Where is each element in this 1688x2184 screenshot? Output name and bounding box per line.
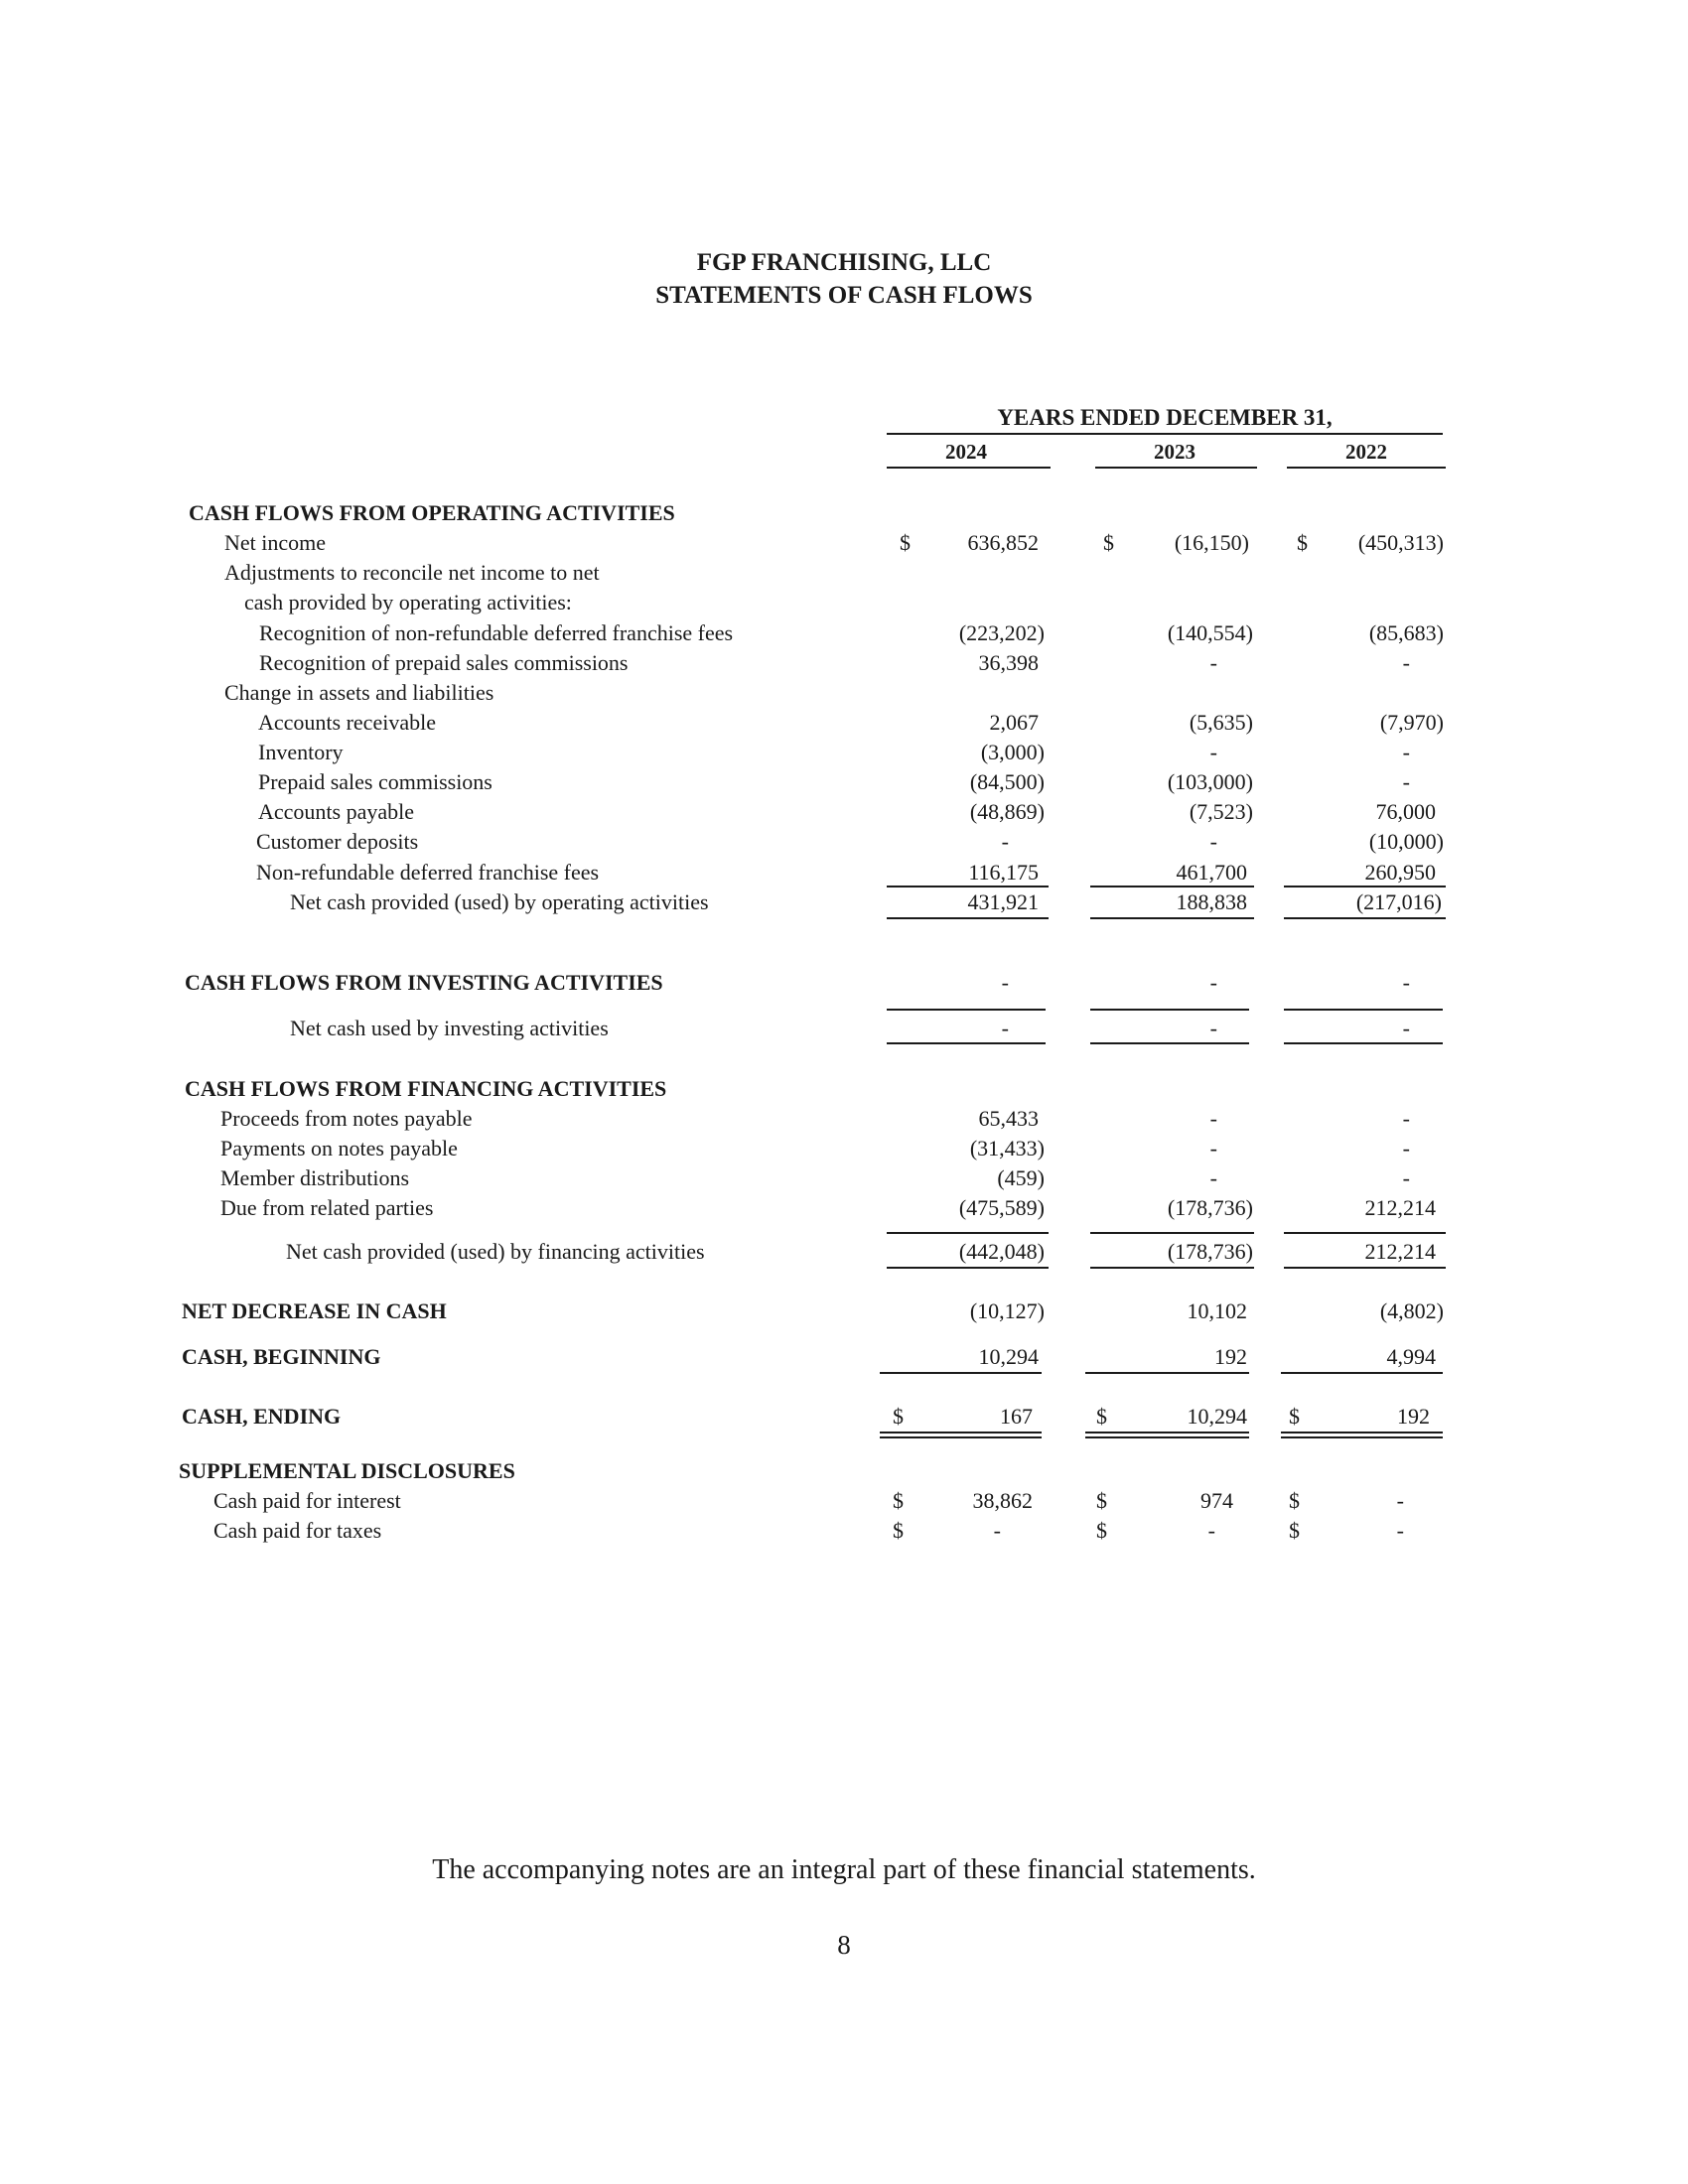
currency-symbol: $ — [1096, 1518, 1107, 1543]
inventory-label: Inventory — [258, 740, 344, 764]
net-income-label: Net income — [224, 530, 327, 555]
net-investing-2022: - — [1402, 1016, 1410, 1040]
deferred-fees-label: Non-refundable deferred franchise fees — [256, 860, 600, 885]
inventory-2022: - — [1402, 740, 1410, 764]
taxes-2022: - — [1396, 1518, 1404, 1543]
currency-symbol: $ — [900, 530, 911, 555]
payments-2024: (31,433) — [969, 1136, 1045, 1160]
customer-deposits-2023: - — [1209, 829, 1217, 854]
recognition-commissions-2022: - — [1402, 650, 1410, 675]
page-number: 8 — [837, 1930, 851, 1960]
accounts-receivable-label: Accounts receivable — [258, 710, 436, 735]
deferred-fees-2023: 461,700 — [1176, 860, 1247, 885]
cash-ending-label: CASH, ENDING — [182, 1404, 342, 1429]
recognition-commissions-2024: 36,398 — [978, 650, 1039, 675]
net-financing-2024: (442,048) — [958, 1239, 1045, 1264]
related-parties-2024: (475,589) — [958, 1195, 1045, 1220]
distributions-2023: - — [1209, 1165, 1217, 1190]
proceeds-label: Proceeds from notes payable — [220, 1106, 473, 1131]
proceeds-2024: 65,433 — [978, 1106, 1039, 1131]
net-decrease-label: NET DECREASE IN CASH — [182, 1298, 447, 1323]
currency-symbol: $ — [1289, 1518, 1300, 1543]
inventory-2024: (3,000) — [980, 740, 1045, 764]
cash-ending-2022: 192 — [1397, 1404, 1430, 1429]
change-label: Change in assets and liabilities — [224, 680, 494, 705]
currency-symbol: $ — [1289, 1404, 1300, 1429]
net-income-2022: (450,313) — [1357, 530, 1444, 555]
adjustments-label-cont: cash provided by operating activities: — [244, 590, 572, 614]
financing-heading: CASH FLOWS FROM FINANCING ACTIVITIES — [185, 1076, 667, 1101]
currency-symbol: $ — [893, 1404, 904, 1429]
net-financing-2023: (178,736) — [1167, 1239, 1253, 1264]
currency-symbol: $ — [893, 1488, 904, 1513]
distributions-label: Member distributions — [220, 1165, 410, 1190]
net-financing-2022: 212,214 — [1364, 1239, 1436, 1264]
accounts-payable-2024: (48,869) — [969, 799, 1045, 824]
net-income-2024: 636,852 — [967, 530, 1039, 555]
currency-symbol: $ — [1297, 530, 1308, 555]
recognition-fees-2022: (85,683) — [1368, 620, 1444, 645]
currency-symbol: $ — [1096, 1404, 1107, 1429]
related-parties-label: Due from related parties — [220, 1195, 434, 1220]
distributions-2024: (459) — [997, 1165, 1045, 1190]
year-2024: 2024 — [945, 440, 987, 464]
investing-heading-2022: - — [1402, 970, 1410, 995]
related-parties-2023: (178,736) — [1167, 1195, 1253, 1220]
net-investing-2023: - — [1209, 1016, 1217, 1040]
period-header: YEARS ENDED DECEMBER 31, — [997, 405, 1333, 430]
supplemental-heading: SUPPLEMENTAL DISCLOSURES — [179, 1458, 515, 1483]
taxes-2024: - — [993, 1518, 1001, 1543]
deferred-fees-2024: 116,175 — [968, 860, 1039, 885]
recognition-fees-2024: (223,202) — [958, 620, 1045, 645]
distributions-2022: - — [1402, 1165, 1410, 1190]
currency-symbol: $ — [893, 1518, 904, 1543]
inventory-2023: - — [1209, 740, 1217, 764]
prepaid-commissions-label: Prepaid sales commissions — [258, 769, 492, 794]
prepaid-commissions-2022: - — [1402, 769, 1410, 794]
recognition-fees-2023: (140,554) — [1167, 620, 1253, 645]
related-parties-2022: 212,214 — [1364, 1195, 1436, 1220]
cash-ending-2024: 167 — [1000, 1404, 1033, 1429]
customer-deposits-2022: (10,000) — [1368, 829, 1444, 854]
net-decrease-2024: (10,127) — [969, 1298, 1045, 1323]
deferred-fees-2022: 260,950 — [1364, 860, 1436, 885]
cash-ending-2023: 10,294 — [1187, 1404, 1247, 1429]
accounts-payable-2022: 76,000 — [1375, 799, 1436, 824]
proceeds-2023: - — [1209, 1106, 1217, 1131]
recognition-fees-label: Recognition of non-refundable deferred franchise fees — [259, 620, 734, 645]
net-operating-2023: 188,838 — [1176, 889, 1247, 914]
currency-symbol: $ — [1289, 1488, 1300, 1513]
recognition-commissions-2023: - — [1209, 650, 1217, 675]
investing-heading: CASH FLOWS FROM INVESTING ACTIVITIES — [185, 970, 663, 995]
statement-title: STATEMENTS OF CASH FLOWS — [655, 282, 1033, 309]
cash-beginning-label: CASH, BEGINNING — [182, 1344, 381, 1369]
payments-2023: - — [1209, 1136, 1217, 1160]
prepaid-commissions-2023: (103,000) — [1167, 769, 1253, 794]
year-2023: 2023 — [1154, 440, 1196, 464]
prepaid-commissions-2024: (84,500) — [969, 769, 1045, 794]
net-decrease-2023: 10,102 — [1187, 1298, 1247, 1323]
company-name: FGP FRANCHISING, LLC — [696, 249, 992, 276]
taxes-2023: - — [1207, 1518, 1215, 1543]
interest-2023: 974 — [1200, 1488, 1233, 1513]
year-2022: 2022 — [1345, 440, 1387, 464]
payments-label: Payments on notes payable — [220, 1136, 458, 1160]
interest-2022: - — [1396, 1488, 1404, 1513]
customer-deposits-2024: - — [1001, 829, 1009, 854]
net-operating-2022: (217,016) — [1355, 889, 1442, 914]
operating-heading: CASH FLOWS FROM OPERATING ACTIVITIES — [189, 500, 675, 525]
cash-beginning-2023: 192 — [1214, 1344, 1247, 1369]
customer-deposits-label: Customer deposits — [256, 829, 419, 854]
net-investing-2024: - — [1001, 1016, 1009, 1040]
interest-2024: 38,862 — [972, 1488, 1033, 1513]
investing-heading-2024: - — [1001, 970, 1009, 995]
accounts-receivable-2024: 2,067 — [989, 710, 1039, 735]
taxes-label: Cash paid for taxes — [213, 1518, 382, 1543]
proceeds-2022: - — [1402, 1106, 1410, 1131]
interest-label: Cash paid for interest — [213, 1488, 401, 1513]
currency-symbol: $ — [1096, 1488, 1107, 1513]
accounts-payable-2023: (7,523) — [1189, 799, 1253, 824]
cash-beginning-2022: 4,994 — [1386, 1344, 1436, 1369]
net-decrease-2022: (4,802) — [1379, 1298, 1444, 1323]
investing-heading-2023: - — [1209, 970, 1217, 995]
footer-note: The accompanying notes are an integral part of these financial statements. — [432, 1854, 1256, 1885]
cash-beginning-2024: 10,294 — [978, 1344, 1039, 1369]
payments-2022: - — [1402, 1136, 1410, 1160]
accounts-receivable-2023: (5,635) — [1189, 710, 1253, 735]
net-operating-label: Net cash provided (used) by operating activities — [290, 889, 709, 914]
accounts-payable-label: Accounts payable — [258, 799, 414, 824]
currency-symbol: $ — [1103, 530, 1114, 555]
net-investing-label: Net cash used by investing activities — [290, 1016, 609, 1040]
net-operating-2024: 431,921 — [967, 889, 1039, 914]
adjustments-label: Adjustments to reconcile net income to net — [224, 560, 600, 585]
net-income-2023: (16,150) — [1174, 530, 1249, 555]
recognition-commissions-label: Recognition of prepaid sales commissions — [259, 650, 629, 675]
accounts-receivable-2022: (7,970) — [1379, 710, 1444, 735]
net-financing-label: Net cash provided (used) by financing activities — [286, 1239, 705, 1264]
